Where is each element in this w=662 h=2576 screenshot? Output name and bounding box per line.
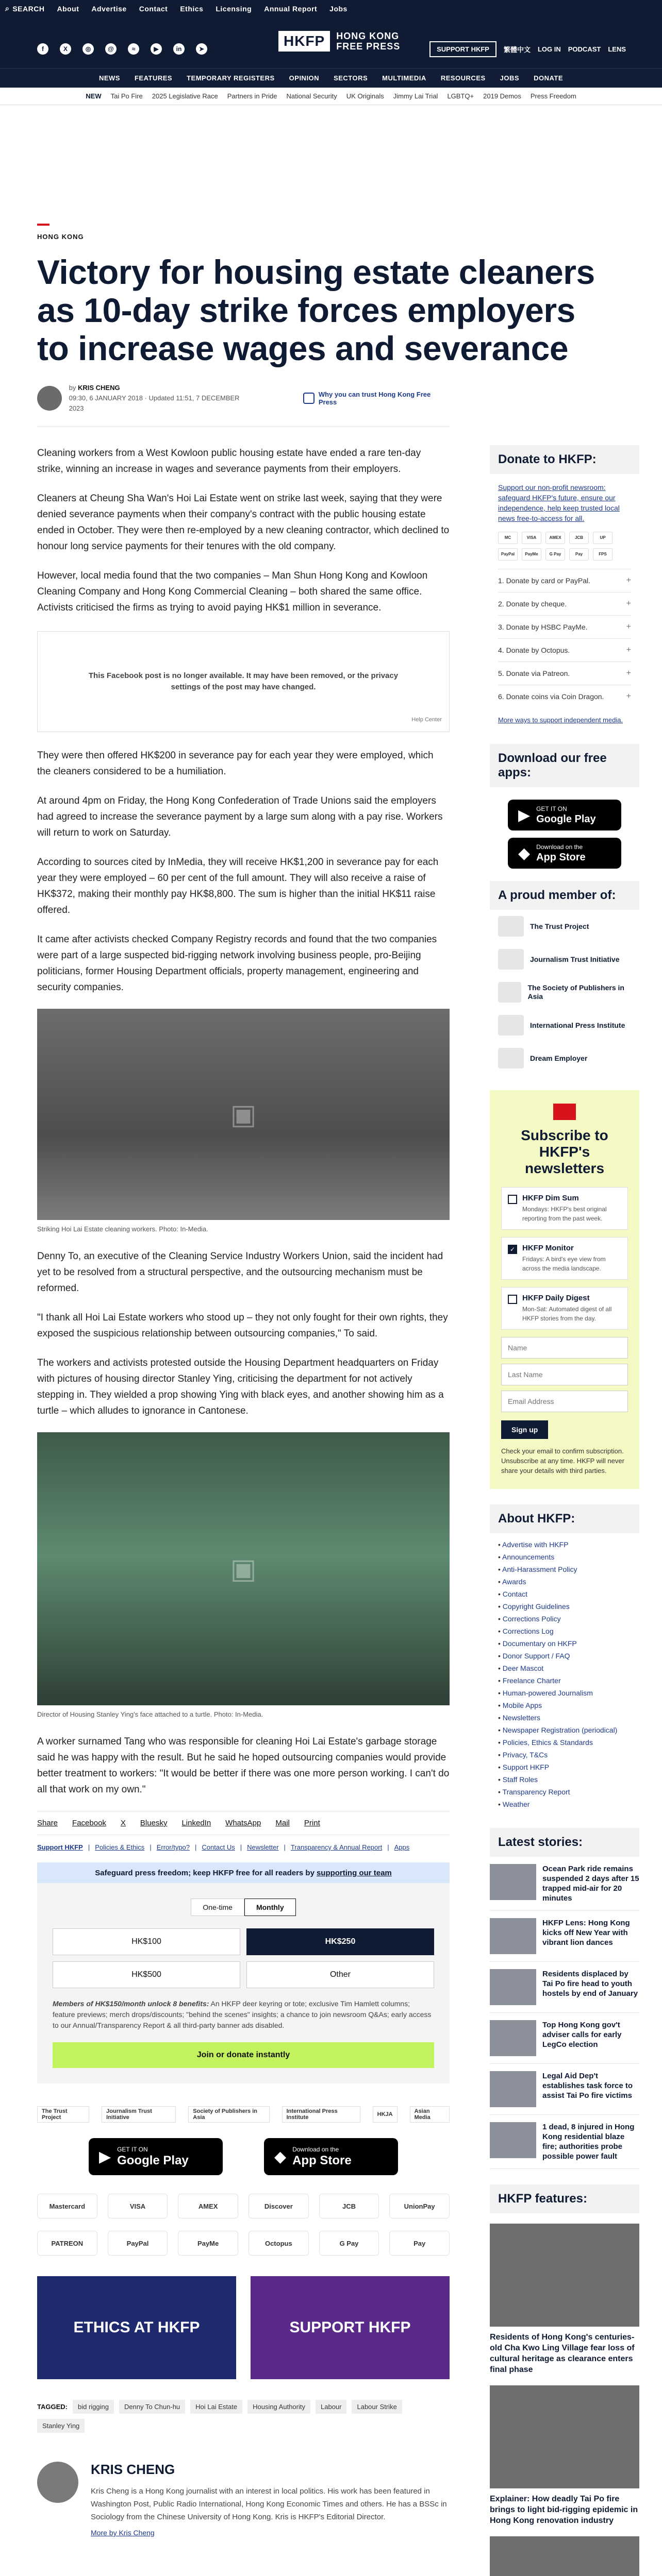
- member-org[interactable]: Dream Employer: [490, 1042, 639, 1075]
- site-header: [0, 0, 662, 68]
- feature-image: [490, 2224, 639, 2327]
- trust-link[interactable]: Why you can trust Hong Kong Free Press: [303, 391, 450, 406]
- membership-note: Members of HK$150/month unlock 8 benefits: An HKFP deer keyring or tote; exclusive Tim Hamlett columns; feature previews; merch drops/discounts; "behind the scenes" insights; a chance to join newsroom Q&As; early access to our Annual/Transparency Report & all third-party banner ads disabled.: [53, 1999, 432, 2029]
- share-bar: [37, 1811, 450, 1835]
- donate-heading: Donate to HKFP:: [490, 445, 639, 474]
- google-play-icon: ▶: [518, 806, 531, 824]
- app-store-button[interactable]: ◆ Download on the App Store: [508, 838, 621, 869]
- article-header: [0, 224, 662, 427]
- badge[interactable]: Journalism Trust Initiative: [102, 2106, 176, 2123]
- lens-link[interactable]: LENS: [608, 45, 626, 53]
- paragraph: Denny To, an executive of the Cleaning Service Industry Workers Union, said the incident had yet to be resolved from a structural perspective, and the outsourcing mechanism must be reformed.: [37, 1251, 443, 1294]
- jti-icon: [498, 949, 524, 970]
- sidebar: [490, 445, 639, 2576]
- util-link-ethics[interactable]: Ethics: [180, 4, 204, 13]
- last-name-field[interactable]: [501, 1364, 628, 1385]
- payment-icon: AMEX: [545, 532, 565, 544]
- feature-story[interactable]: [490, 2536, 639, 2576]
- newsletter-option[interactable]: HKFP Daily Digest Mon-Sat: Automated digest of all HKFP stories from the day.: [501, 1287, 628, 1330]
- story-thumbnail: [490, 2071, 536, 2107]
- about-link[interactable]: • Documentary on HKFP: [498, 1637, 631, 1650]
- author-name[interactable]: KRIS CHENG: [77, 384, 120, 392]
- payment-methods: [37, 2194, 450, 2256]
- payment-icon: UP: [593, 532, 613, 544]
- paragraph: Cleaning workers from a West Kowloon public housing estate have ended a rare ten-day strike, winning an increase in wages and severance payments from their employers.: [37, 448, 421, 474]
- donate-step[interactable]: 1. Donate by card or PayPal. +: [498, 569, 631, 592]
- paragraph: According to sources cited by InMedia, they will receive HK$1,200 in severance pay for each year they were employed – 60 per cent of the full amount. They will also receive a raise of HK$372, making their monthly pay HK$8,800. The sum is higher than the initial HK$11 raise offered.: [37, 857, 439, 916]
- about-link[interactable]: • Privacy, T&Cs: [498, 1749, 631, 1761]
- trending-item[interactable]: LGBTQ+: [447, 92, 474, 100]
- google-play-button[interactable]: ▶ GET IT ON Google Play: [89, 2138, 223, 2175]
- tag[interactable]: bid rigging: [73, 2400, 114, 2414]
- paragraph: However, local media found that the two companies – Man Shun Hong Kong and Kowloon Cleaning Company and Hong Kong Commercial Cleaning – both shared the same office. Activists criticised the firms as trying to avoid paying HK$1 million in severance.: [37, 570, 428, 613]
- latest-story[interactable]: Top Hong Kong gov't adviser calls for early LegCo election: [490, 2013, 639, 2064]
- meta-link[interactable]: Support HKFP: [37, 1843, 83, 1851]
- trending-item[interactable]: National Security: [286, 92, 337, 100]
- amount-options: [53, 1928, 434, 1988]
- tags-label: TAGGED:: [37, 2403, 68, 2411]
- trust-project-icon: [498, 916, 524, 937]
- telegram-icon[interactable]: ➤: [196, 43, 207, 55]
- util-link-about[interactable]: About: [57, 4, 79, 13]
- story-thumbnail: [490, 1918, 536, 1954]
- paypal-icon: PayPal: [108, 2231, 168, 2256]
- discover-icon: Discover: [249, 2194, 309, 2218]
- article-meta-links: Support HKFP | Policies & Ethics | Error/typo? | Contact Us | Newsletter | Transparency & Annual Report | Apps: [37, 1843, 410, 1851]
- threads-icon[interactable]: @: [105, 43, 117, 55]
- checkbox[interactable]: [508, 1295, 517, 1304]
- about-link[interactable]: • Weather: [498, 1798, 631, 1810]
- donate-step[interactable]: 5. Donate via Patreon. +: [498, 662, 631, 685]
- x-icon[interactable]: X: [60, 43, 71, 55]
- header-actions: [429, 41, 626, 57]
- amount-option-selected[interactable]: HK$250: [246, 1928, 434, 1955]
- more-ways-link[interactable]: More ways to support independent media.: [498, 716, 623, 724]
- section-tag[interactable]: HONG KONG: [37, 233, 84, 241]
- about-link[interactable]: • Anti-Harassment Policy: [498, 1563, 631, 1575]
- newsletter-option[interactable]: ✓ HKFP Monitor Fridays: A bird's eye view from across the media landscape.: [501, 1237, 628, 1280]
- checkbox[interactable]: [508, 1195, 517, 1204]
- about-link[interactable]: • Newsletters: [498, 1711, 631, 1724]
- about-link[interactable]: • Copyright Guidelines: [498, 1600, 631, 1613]
- mini-payment-icons: [498, 532, 631, 561]
- about-link[interactable]: • Support HKFP: [498, 1761, 631, 1773]
- latest-story[interactable]: Ocean Park ride remains suspended 2 days after 15 trapped mid-air for 20 minutes: [490, 1857, 639, 1911]
- article-photo-strikers[interactable]: [37, 1009, 450, 1220]
- amount-option[interactable]: HK$500: [53, 1961, 240, 1988]
- google-play-button[interactable]: ▶ GET IT ON Google Play: [508, 800, 621, 831]
- member-org[interactable]: The Society of Publishers in Asia: [490, 976, 639, 1009]
- amex-icon: AMEX: [178, 2194, 238, 2218]
- newsletter-note: Check your email to confirm subscription. Unsubscribe at any time. HKFP will never share your details with third parties.: [501, 1447, 624, 1475]
- utility-links: [5, 4, 347, 13]
- about-link[interactable]: • Policies, Ethics & Standards: [498, 1736, 631, 1749]
- logo-mark: HKFP: [278, 31, 330, 52]
- membership-badges: [37, 2106, 450, 2123]
- member-org[interactable]: Journalism Trust Initiative: [490, 943, 639, 976]
- google-play-icon: ▶: [99, 2148, 111, 2165]
- photo-caption: Director of Housing Stanley Ying's face attached to a turtle. Photo: In-Media.: [37, 1710, 263, 1718]
- more-by-author-link[interactable]: More by Kris Cheng: [91, 2529, 155, 2537]
- badge[interactable]: The Trust Project: [37, 2106, 89, 2123]
- latest-story[interactable]: HKFP Lens: Hong Kong kicks off New Year with vibrant lion dances: [490, 1911, 639, 1962]
- util-link-jobs[interactable]: Jobs: [329, 4, 347, 13]
- util-link-advertise[interactable]: Advertise: [91, 4, 127, 13]
- support-hkfp-button[interactable]: SUPPORT HKFP: [429, 41, 496, 57]
- donate-panel: [490, 474, 639, 734]
- paragraph: The workers and activists protested outside the Housing Department headquarters on Friday with pictures of housing director Stanley Ying, criticising the department for not actively stepping in. They wielded a prop showing Ying with black eyes, and another showing him as a turtle – which alludes to ignorance in Cantonese.: [37, 1358, 444, 1416]
- instagram-icon[interactable]: ◎: [82, 43, 94, 55]
- member-org[interactable]: The Trust Project: [490, 910, 639, 943]
- expand-icon: +: [626, 669, 631, 677]
- nav-opinion[interactable]: OPINION: [289, 74, 320, 82]
- feature-story[interactable]: Explainer: How deadly Tai Po fire brings to light bid-rigging epidemic in Hong Kong renovation industry: [490, 2385, 639, 2526]
- paragraph: "I thank all Hoi Lai Estate workers who stood up – they not only fought for their own rights, they exposed the suspicious relationship between outsourcing companies," To said.: [37, 1312, 448, 1339]
- badge[interactable]: Asian Media: [410, 2106, 450, 2123]
- payment-icon: PayPal: [498, 548, 518, 561]
- about-link[interactable]: • Donor Support / FAQ: [498, 1650, 631, 1662]
- byline-text: by KRIS CHENG 09:30, 6 JANUARY 2018 · Updated 11:51, 7 DECEMBER 2023: [69, 383, 255, 414]
- donate-intro[interactable]: Support our non-profit newsroom: safeguard HKFP's future, ensure our independence, help keep trusted local news free-to-access for all.: [498, 483, 620, 522]
- payment-icon: FPS: [593, 548, 613, 561]
- meta-link[interactable]: Error/typo?: [156, 1843, 190, 1851]
- latest-story[interactable]: Residents displaced by Tai Po fire head to youth hostels by end of January: [490, 1962, 639, 2013]
- search-link[interactable]: ⌕ SEARCH: [5, 4, 45, 13]
- expand-icon: +: [626, 599, 631, 608]
- meta-link[interactable]: Contact Us: [202, 1843, 235, 1851]
- trending-item[interactable]: Press Freedom: [530, 92, 576, 100]
- frequency-toggle: [53, 1899, 434, 1916]
- visa-icon: VISA: [108, 2194, 168, 2218]
- podcast-link[interactable]: PODCAST: [568, 45, 601, 53]
- author-card-avatar[interactable]: [37, 2462, 78, 2503]
- share-mail[interactable]: Mail: [275, 1819, 290, 1827]
- meta-link[interactable]: Policies & Ethics: [95, 1843, 145, 1851]
- payment-icon: JCB: [569, 532, 589, 544]
- about-link[interactable]: • Contact: [498, 1588, 631, 1600]
- article-title: Victory for housing estate cleaners as 10-day strike forces employers to increase wages and severance: [37, 253, 595, 367]
- expand-icon: +: [626, 622, 631, 631]
- join-donate-button[interactable]: Join or donate instantly: [53, 2042, 434, 2068]
- social-links: [37, 43, 207, 55]
- byline: [37, 383, 450, 427]
- newsletter-signup: [490, 1090, 639, 1489]
- patreon-icon: PATREON: [37, 2231, 97, 2256]
- payment-icon: PayMe: [522, 548, 541, 561]
- nav-donate[interactable]: DONATE: [534, 74, 564, 82]
- site-logo[interactable]: [278, 31, 400, 52]
- latest-story[interactable]: Legal Aid Dep't establishes task force to assist Tai Po fire victims: [490, 2064, 639, 2115]
- nav-resources[interactable]: RESOURCES: [440, 74, 486, 82]
- expand-icon: +: [626, 692, 631, 701]
- trending-item[interactable]: Tai Po Fire: [110, 92, 143, 100]
- nav-multimedia[interactable]: MULTIMEDIA: [382, 74, 426, 82]
- latest-story[interactable]: 1 dead, 8 injured in Hong Kong residential blaze fire; authorities probe possible power fault: [490, 2115, 639, 2169]
- share-facebook[interactable]: Facebook: [72, 1819, 106, 1827]
- share-bluesky[interactable]: Bluesky: [140, 1819, 168, 1827]
- payme-icon: PayMe: [178, 2231, 238, 2256]
- about-link[interactable]: • Advertise with HKFP: [498, 1538, 631, 1551]
- freq-monthly[interactable]: Monthly: [244, 1899, 296, 1916]
- features-heading: HKFP features:: [490, 2184, 639, 2213]
- trending-item[interactable]: Jimmy Lai Trial: [393, 92, 438, 100]
- apple-icon: ◆: [518, 844, 531, 862]
- util-link-annual-report[interactable]: Annual Report: [264, 4, 318, 13]
- trending-bar: [0, 88, 662, 105]
- feature-story[interactable]: Residents of Hong Kong's centuries-old Cha Kwo Ling Village fear loss of cultural heritage as clearance enters final phase: [490, 2224, 639, 2375]
- payment-icon: MC: [498, 532, 518, 544]
- donate-step[interactable]: 3. Donate by HSBC PayMe. +: [498, 615, 631, 638]
- photo-caption: Striking Hoi Lai Estate cleaning workers. Photo: In-Media.: [37, 1225, 208, 1233]
- paragraph: It came after activists checked Company Registry records and found that the two companies were part of a large suspected bid-rigging network involving business people, pro-Beijing politicians, former Housing Department officials, property management, engineering and security companies.: [37, 934, 437, 993]
- tag[interactable]: Denny To Chun-hu: [119, 2400, 185, 2414]
- support-team-link[interactable]: supporting our team: [316, 1868, 392, 1877]
- about-heading: About HKFP:: [490, 1504, 639, 1533]
- main-nav: [0, 68, 662, 88]
- promo-banners: [37, 2276, 450, 2379]
- sidebar-app-links: [490, 787, 639, 881]
- feature-image: [490, 2536, 639, 2576]
- app-store-links: [37, 2138, 450, 2175]
- paragraph: They were then offered HK$200 in severance pay for each year they were employed, which the cleaners considered to be a humiliation.: [37, 750, 434, 777]
- tag[interactable]: Housing Authority: [247, 2400, 310, 2414]
- meta-link[interactable]: Newsletter: [247, 1843, 279, 1851]
- ipi-icon: [498, 1015, 524, 1036]
- payment-icon: VISA: [522, 532, 541, 544]
- article-dates: 09:30, 6 JANUARY 2018 · Updated 11:51, 7 DECEMBER 2023: [69, 394, 240, 412]
- first-name-field[interactable]: [501, 1337, 628, 1359]
- ethics-promo[interactable]: ETHICS AT HKFP: [37, 2276, 236, 2379]
- author-card-name[interactable]: KRIS CHENG: [91, 2462, 175, 2477]
- author-avatar[interactable]: [37, 386, 62, 411]
- share-whatsapp[interactable]: WhatsApp: [225, 1819, 261, 1827]
- member-org[interactable]: International Press Institute: [490, 1009, 639, 1042]
- latest-stories: [490, 1857, 639, 2169]
- tag[interactable]: Stanley Ying: [37, 2419, 85, 2433]
- payment-icon: Pay: [569, 548, 589, 561]
- about-links: [490, 1533, 639, 1816]
- about-link[interactable]: • Awards: [498, 1575, 631, 1588]
- sign-up-button[interactable]: Sign up: [501, 1420, 548, 1439]
- trending-item[interactable]: UK Originals: [346, 92, 384, 100]
- search-icon: ⌕: [5, 4, 10, 12]
- envelope-icon: [553, 1104, 576, 1120]
- member-heading: A proud member of:: [490, 881, 639, 910]
- apps-heading: Download our free apps:: [490, 744, 639, 787]
- article-tags: [37, 2400, 450, 2433]
- about-link[interactable]: • Corrections Log: [498, 1625, 631, 1637]
- share-label: Share: [37, 1819, 58, 1827]
- about-link[interactable]: • Transparency Report: [498, 1786, 631, 1798]
- share-print[interactable]: Print: [304, 1819, 320, 1827]
- paragraph: A worker surnamed Tang who was responsible for cleaning Hoi Lai Estate's garbage storage said he was happy with the result. But he said he hoped outsourcing companies would provide better treatment to workers: "It would be better if there was one more person working. I can't do all that work on my own.": [37, 1736, 450, 1795]
- meta-link[interactable]: Transparency & Annual Report: [290, 1843, 383, 1851]
- tag[interactable]: Labour Strike: [352, 2400, 402, 2414]
- donate-step[interactable]: 4. Donate by Octopus. +: [498, 638, 631, 662]
- octopus-icon: Octopus: [249, 2231, 309, 2256]
- unionpay-icon: UnionPay: [389, 2194, 450, 2218]
- login-link[interactable]: LOG IN: [537, 45, 561, 53]
- amount-option[interactable]: HK$100: [53, 1928, 240, 1955]
- apple-pay-icon: Pay: [389, 2231, 450, 2256]
- section-rule: [37, 224, 49, 226]
- nav-temporary-registers[interactable]: TEMPORARY REGISTERS: [187, 74, 275, 82]
- latest-heading: Latest stories:: [490, 1828, 639, 1857]
- jcb-icon: JCB: [319, 2194, 379, 2218]
- story-thumbnail: [490, 1864, 536, 1900]
- meta-link[interactable]: Apps: [394, 1843, 410, 1851]
- email-field[interactable]: [501, 1391, 628, 1412]
- bluesky-icon[interactable]: ≈: [128, 43, 139, 55]
- support-strip: Safeguard press freedom; keep HKFP free for all readers by supporting our team: [37, 1862, 450, 1883]
- util-link-contact[interactable]: Contact: [139, 4, 168, 13]
- about-link[interactable]: • Newspaper Registration (periodical): [498, 1724, 631, 1736]
- paragraph: At around 4pm on Friday, the Hong Kong Confederation of Trade Unions said the employers had agreed to increase the severance payment by a large sum along with a pay rise. Workers will return to work on Saturday.: [37, 795, 443, 838]
- expand-icon: +: [626, 646, 631, 654]
- amount-option-other[interactable]: Other: [246, 1961, 434, 1988]
- author-card: [37, 2462, 450, 2537]
- about-link[interactable]: • Mobile Apps: [498, 1699, 631, 1711]
- newsletter-option[interactable]: HKFP Dim Sum Mondays: HKFP's best original reporting from the past week.: [501, 1187, 628, 1230]
- youtube-icon[interactable]: ▶: [151, 43, 162, 55]
- linkedin-icon[interactable]: in: [173, 43, 185, 55]
- dream-employer-icon: [498, 1048, 524, 1069]
- about-link[interactable]: • Deer Mascot: [498, 1662, 631, 1674]
- donate-widget: [37, 1883, 450, 2083]
- badge[interactable]: HKJA: [373, 2106, 398, 2123]
- share-x[interactable]: X: [120, 1819, 126, 1827]
- expand-icon: +: [626, 576, 631, 585]
- trending-item[interactable]: 2019 Demos: [483, 92, 521, 100]
- content-layout: [0, 445, 662, 2576]
- about-link[interactable]: • Staff Roles: [498, 1773, 631, 1786]
- newsletter-title: Subscribe to HKFP's newsletters: [521, 1127, 608, 1176]
- trending-new-label: NEW: [86, 92, 102, 100]
- nav-sectors[interactable]: SECTORS: [334, 74, 368, 82]
- badge[interactable]: Society of Publishers in Asia: [188, 2106, 269, 2123]
- facebook-embed: This Facebook post is no longer available. It may have been removed, or the privacy settings of the post may have changed. Help Center: [37, 631, 450, 732]
- image-icon: ▣: [230, 1553, 257, 1585]
- trust-icon: [303, 393, 315, 404]
- author-bio: Kris Cheng is a Hong Kong journalist with an interest in local politics. His work has been featured in Washington Post, Public Radio International, Hong Kong Economic Times and others. He has a BSSc in Sociology from the Chinese University of Hong Kong. Kris is HKFP's Editorial Director.: [91, 2487, 447, 2521]
- donate-step[interactable]: 6. Donate coins via Coin Dragon. +: [498, 685, 631, 708]
- nav-features[interactable]: FEATURES: [134, 74, 173, 82]
- story-thumbnail: [490, 2122, 536, 2158]
- sopa-icon: [498, 982, 521, 1003]
- freq-one-time[interactable]: One-time: [191, 1899, 244, 1916]
- logo-wordmark: HONG KONG FREE PRESS: [336, 31, 401, 52]
- language-switch[interactable]: 繁體中文: [503, 46, 531, 54]
- tag[interactable]: Labour: [316, 2400, 346, 2414]
- about-link[interactable]: • Corrections Policy: [498, 1613, 631, 1625]
- nav-jobs[interactable]: JOBS: [500, 74, 520, 82]
- fb-help-link[interactable]: Help Center: [411, 717, 442, 723]
- about-link[interactable]: • Freelance Charter: [498, 1674, 631, 1687]
- article-body: [37, 445, 450, 2537]
- story-thumbnail: [490, 1969, 536, 2005]
- badge[interactable]: International Press Institute: [282, 2106, 360, 2123]
- story-thumbnail: [490, 2020, 536, 2056]
- apple-icon: ◆: [274, 2148, 287, 2165]
- app-store-button[interactable]: ◆ Download on the App Store: [264, 2138, 398, 2175]
- share-linkedin[interactable]: LinkedIn: [181, 1819, 211, 1827]
- nav-news[interactable]: NEWS: [98, 74, 120, 82]
- checkbox-checked[interactable]: ✓: [508, 1245, 517, 1254]
- facebook-icon[interactable]: f: [37, 43, 48, 55]
- about-link[interactable]: • Announcements: [498, 1551, 631, 1563]
- paragraph: Cleaners at Cheung Sha Wan's Hoi Lai Estate went on strike last week, saying that they were denied severance payments when their company's contract with the public housing estate ended in October. They were then re-employed by a new cleaning contractor, which declined to honour long service payments for their tenures with the old company.: [37, 493, 450, 552]
- trending-item[interactable]: Partners in Pride: [227, 92, 277, 100]
- mastercard-icon: Mastercard: [37, 2194, 97, 2218]
- trending-item[interactable]: 2025 Legislative Race: [152, 92, 218, 100]
- support-promo[interactable]: SUPPORT HKFP: [251, 2276, 450, 2379]
- article-photo-turtle[interactable]: [37, 1432, 450, 1705]
- feature-image: [490, 2385, 639, 2488]
- tag[interactable]: Hoi Lai Estate: [190, 2400, 242, 2414]
- util-link-licensing[interactable]: Licensing: [216, 4, 252, 13]
- about-link[interactable]: • Human-powered Journalism: [498, 1687, 631, 1699]
- payment-icon: G Pay: [545, 548, 565, 561]
- image-icon: ▣: [230, 1099, 257, 1130]
- donate-step[interactable]: 2. Donate by cheque. +: [498, 592, 631, 615]
- google-pay-icon: G Pay: [319, 2231, 379, 2256]
